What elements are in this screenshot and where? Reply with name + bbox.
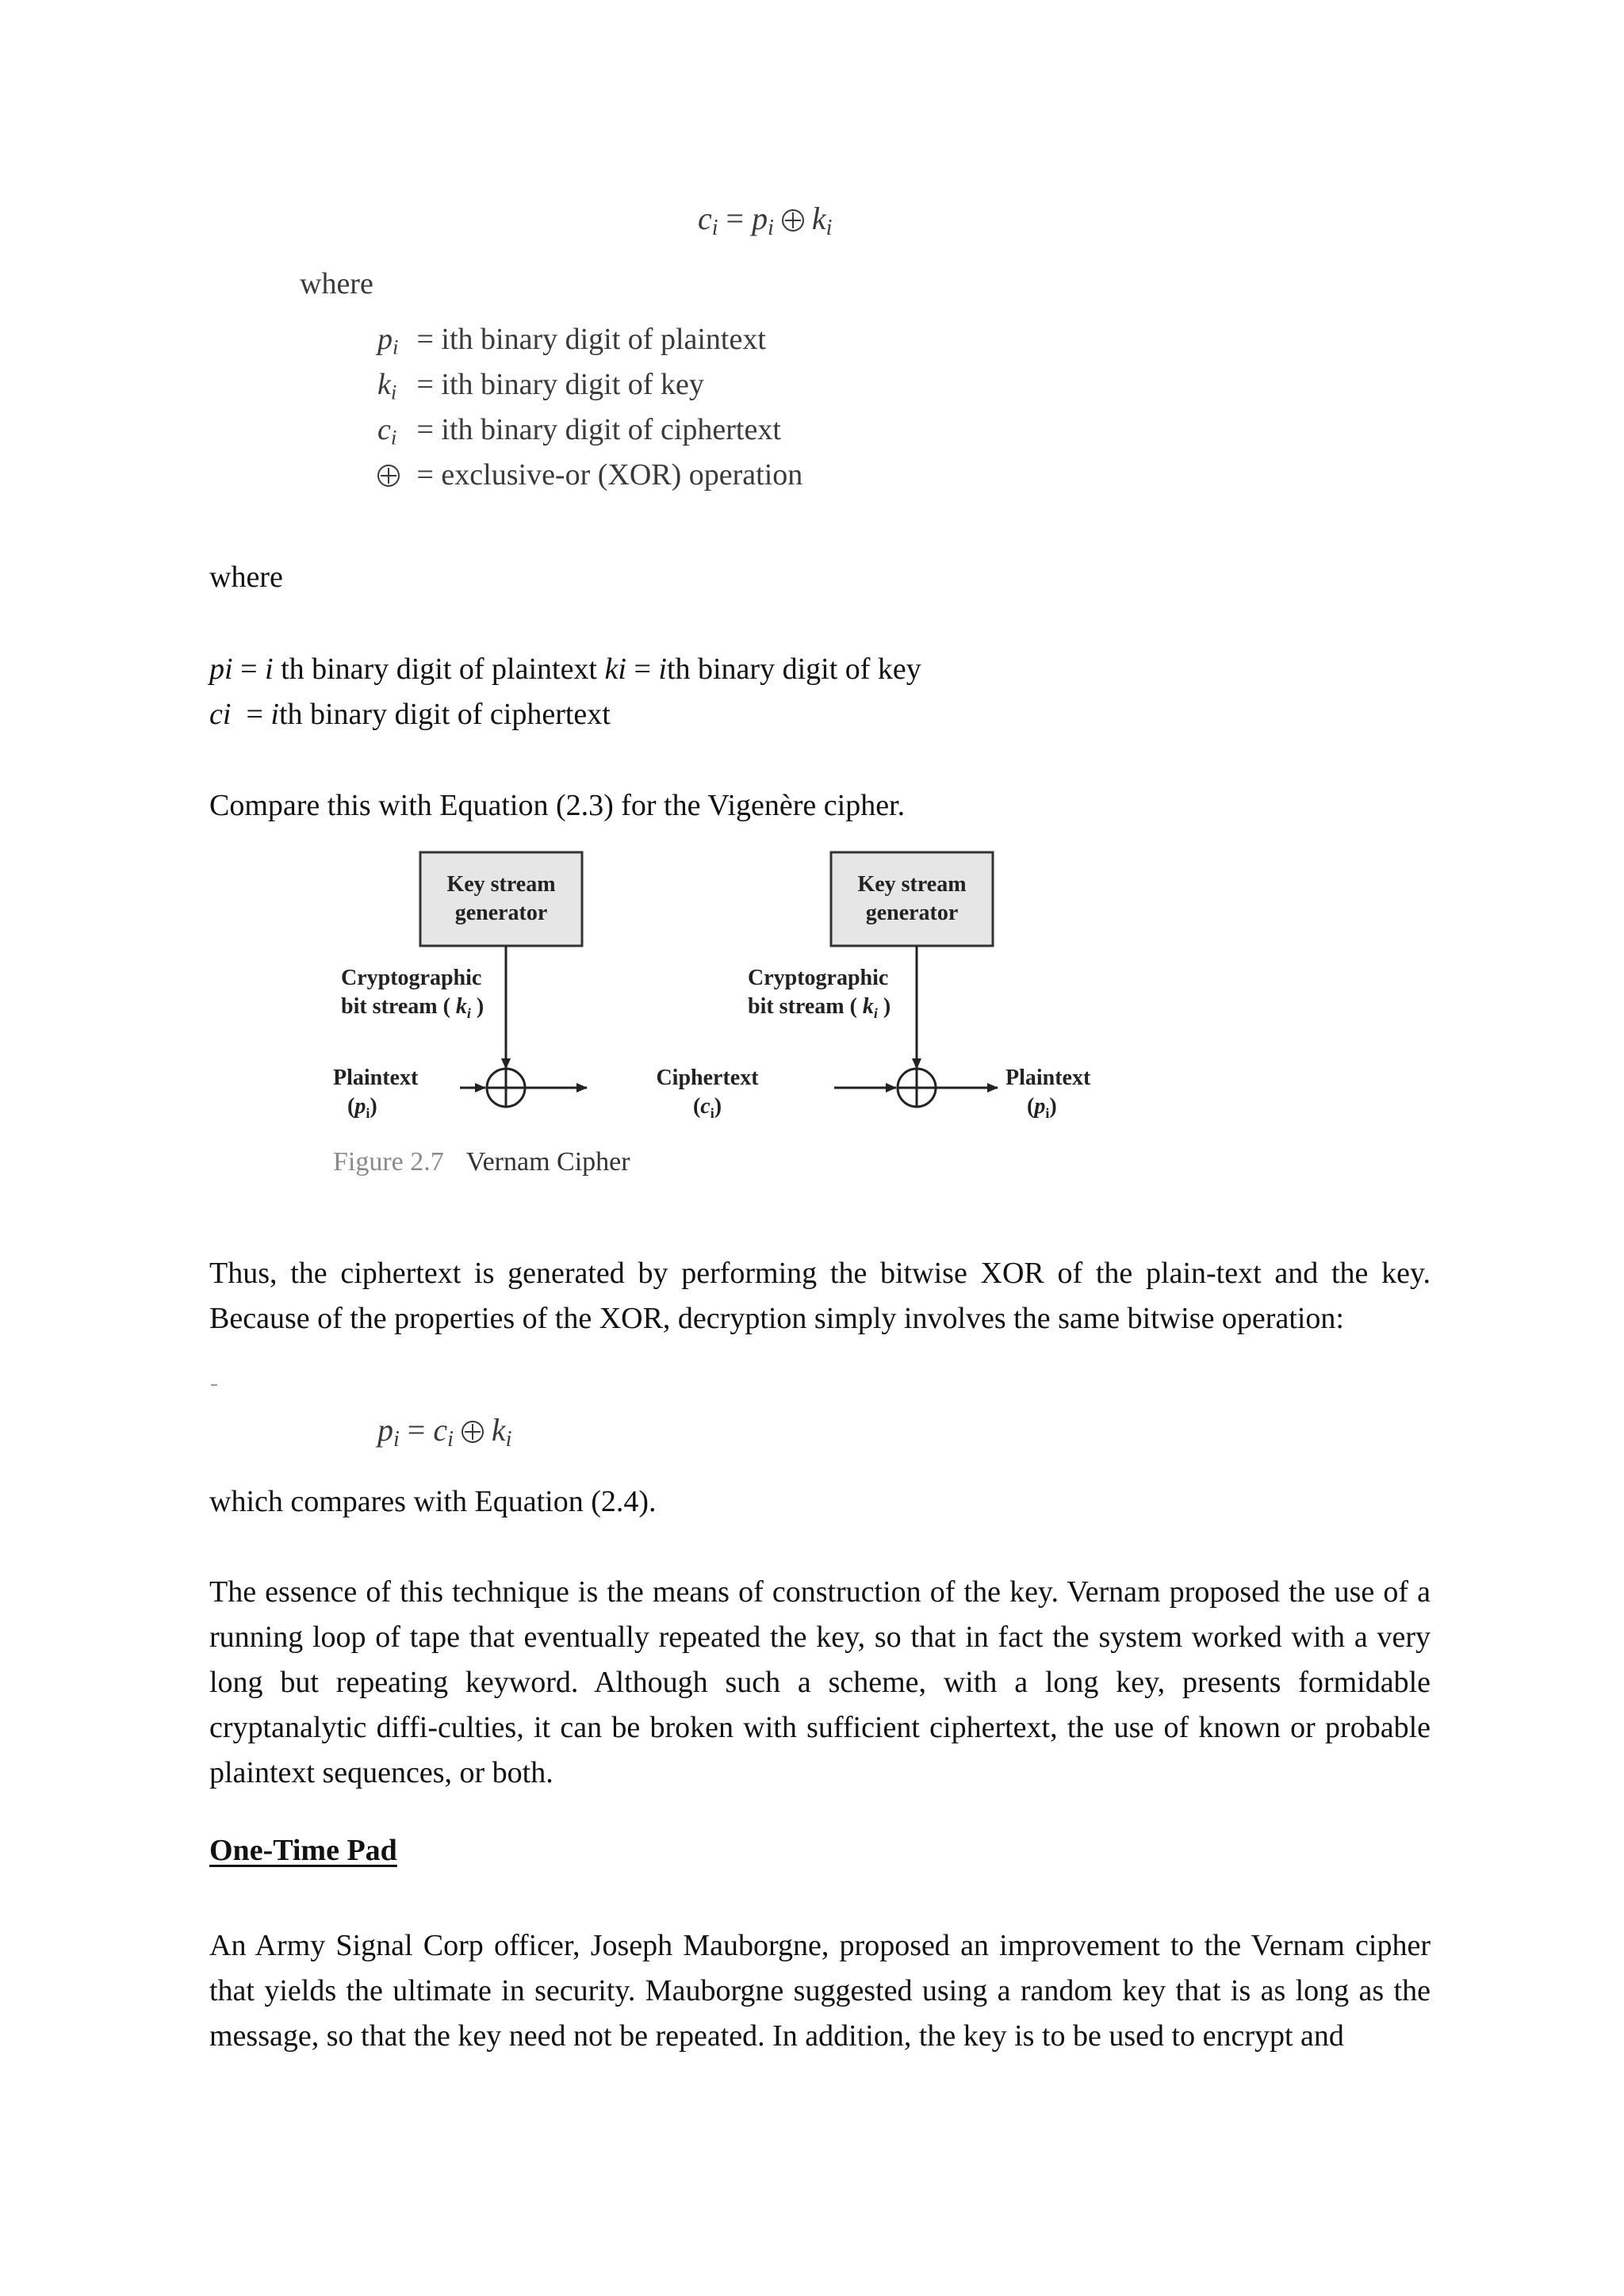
plaintext-label-out: Plaintext — [1005, 1066, 1091, 1090]
eq-lhs-sub: i — [711, 216, 718, 240]
paragraph-essence: The essence of this technique is the means of construction of the key. Vernam proposed the use of a running loop of tape that eventually repeated the key, so that in fact the system worked with a very long but repeating keyword. Although such a scheme, with a long key, presents formidable cryptanalytic diffi-culties, it can be broken with sufficient ciphertext, the use of known or probable plaintext sequences, or both. — [209, 1575, 1431, 1789]
paragraph-thus: Thus, the ciphertext is generated by performing the bitwise XOR of the plain-text and the key. Because of the properties of the XOR, decryption simply involves the same bitwise operation: — [209, 1257, 1431, 1335]
plaintext-sym-out: $(p_i)$ — [1027, 1094, 1057, 1121]
eq-p: p — [752, 201, 768, 236]
text-run: = — [626, 652, 659, 686]
paragraph-one-time-pad: An Army Signal Corp officer, Joseph Mauborgne, proposed an improvement to the Vernam cipher that yields the ultimate in security. Mauborgne suggested using a random key that is as long as the message, so that the key need not be repeated. In addition, the key is to be used to encrypt and — [209, 1929, 1431, 2053]
i-symbol: i — [658, 652, 667, 686]
definition-line-2 — [209, 692, 1431, 737]
xor-icon — [377, 465, 400, 487]
i-symbol: i — [270, 698, 279, 731]
eq-equals: = — [726, 201, 745, 236]
eq-lhs: p — [377, 1412, 393, 1448]
eq-equals: = — [407, 1412, 426, 1448]
text-run: = — [231, 698, 271, 731]
definition-row — [377, 412, 781, 450]
scan-mark — [211, 1384, 217, 1386]
plaintext-sym-in: $(p_i)$ — [347, 1094, 377, 1121]
def-symbol — [377, 322, 409, 360]
plaintext-label-in: Plaintext — [333, 1066, 419, 1090]
figure-caption: Figure 2.7 Vernam Cipher — [333, 1147, 630, 1177]
pi-symbol: pi — [209, 652, 233, 686]
equation-decrypt — [377, 1411, 511, 1452]
eq-lhs: c — [698, 201, 712, 236]
def-symbol — [377, 457, 409, 492]
text-run: th binary digit of key — [666, 652, 921, 686]
def-sym-letter: k — [377, 368, 391, 401]
definition-row — [377, 457, 802, 492]
box-label: Key stream — [446, 872, 556, 897]
vernam-cipher-figure — [301, 840, 1142, 1189]
eq-c-sub: i — [447, 1427, 454, 1452]
box-label: generator — [865, 901, 959, 925]
section-heading: One-Time Pad — [209, 1834, 397, 1867]
eq-k-sub: i — [505, 1427, 512, 1452]
bit-stream-label: bit stream ( $k_i$ ) — [341, 994, 485, 1021]
ki-symbol: ki — [604, 652, 626, 686]
eq-k: k — [811, 201, 826, 236]
text-run: = — [232, 652, 265, 686]
xor-icon — [462, 1421, 484, 1443]
equation-encrypt — [698, 200, 832, 241]
box-label: generator — [454, 901, 548, 925]
where-label-scanned: where — [300, 267, 373, 300]
def-sym-letter: p — [377, 323, 393, 356]
eq-p-sub: i — [768, 216, 774, 240]
compare-sentence: Compare this with Equation (2.3) for the Vigenère cipher. — [209, 789, 906, 822]
vernam-diagram — [301, 840, 1142, 1189]
ciphertext-label: Ciphertext — [656, 1066, 759, 1090]
eq-c: c — [433, 1412, 448, 1448]
definition-row — [377, 322, 766, 360]
definition-row — [377, 367, 704, 405]
text-run: th binary digit of plaintext — [273, 652, 605, 686]
def-symbol — [377, 367, 409, 405]
def-sym-sub: i — [390, 380, 397, 404]
box-label: Key stream — [857, 872, 967, 897]
key-stream-generator-box-left — [420, 852, 582, 946]
bit-stream-label: Cryptographic — [341, 966, 482, 990]
def-symbol — [377, 412, 409, 450]
def-sym-sub: i — [390, 425, 397, 450]
def-sym-sub: i — [393, 335, 399, 359]
xor-icon — [782, 209, 804, 232]
definition-line-1 — [209, 647, 1431, 692]
eq-k: k — [491, 1412, 506, 1448]
text-run: th binary digit of ciphertext — [278, 698, 611, 731]
compares-sentence: which compares with Equation (2.4). — [209, 1485, 657, 1518]
i-symbol: i — [265, 652, 274, 686]
where-label: where — [209, 561, 283, 594]
bit-stream-label: bit stream ( $k_i$ ) — [748, 994, 891, 1021]
def-text: = exclusive-or (XOR) operation — [416, 458, 803, 492]
key-stream-generator-box-right — [831, 852, 993, 946]
def-text: = ith binary digit of ciphertext — [416, 413, 781, 446]
def-text: = ith binary digit of key — [416, 368, 704, 401]
ci-symbol: ci — [209, 698, 232, 731]
eq-k-sub: i — [825, 216, 833, 240]
def-sym-letter: c — [377, 413, 391, 446]
bit-stream-label: Cryptographic — [748, 966, 889, 990]
def-text: = ith binary digit of plaintext — [416, 323, 766, 356]
eq-lhs-sub: i — [393, 1427, 400, 1452]
ciphertext-sym: $(c_i)$ — [692, 1094, 722, 1121]
